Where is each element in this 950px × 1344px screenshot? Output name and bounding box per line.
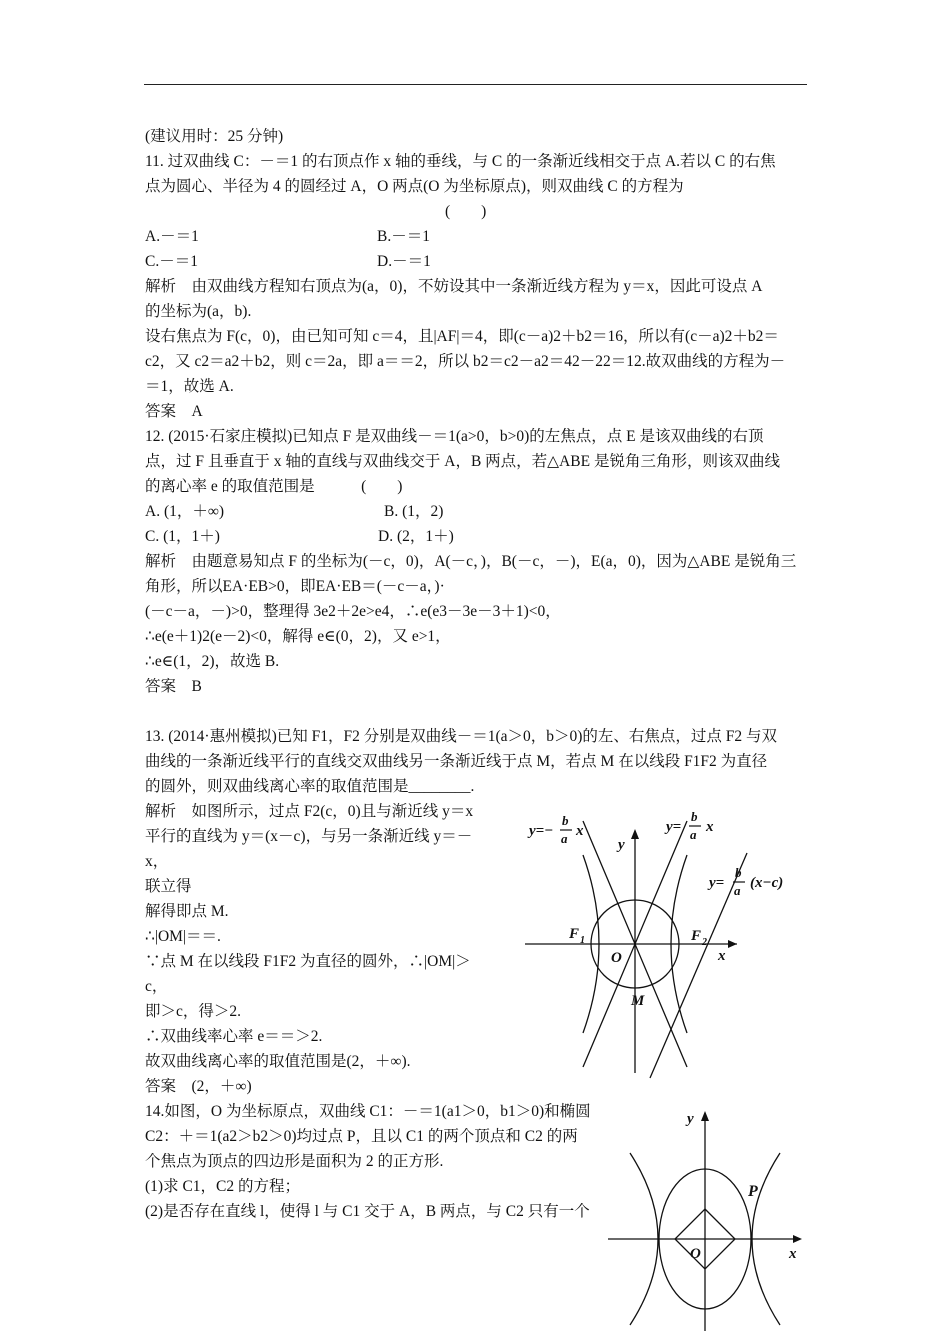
q13-solution-line: 解析 如图所示，过点 F2(c，0)且与渐近线 y＝x xyxy=(145,803,474,820)
q13-stem-line: 的圆外，则双曲线离心率的取值范围是________. xyxy=(145,778,475,795)
y-axis-arrow xyxy=(631,829,639,839)
parallel-line xyxy=(650,853,747,1078)
q11-solution-line: 的坐标为(a，b). xyxy=(145,303,252,320)
q12-solution-line: 解析 由题意易知点 F 的坐标为(－c，0)，A(－c，)，B(－c，－)，E(a，0)，因为△ABE 是锐角三 xyxy=(145,553,797,570)
q13-solution-line: ∵点 M 在以线段 F1F2 为直径的圆外，∴|OM|＞ xyxy=(145,953,471,970)
time-note: (建议用时：25 分钟) xyxy=(145,128,284,145)
q13-stem-line: 13. (2014·惠州模拟)已知 F1，F2 分别是双曲线－＝1(a＞0，b＞0)的左、右焦点，过点 F2 与双 xyxy=(145,728,778,745)
q12-option-a: A. (1，＋∞) xyxy=(145,503,225,520)
label-f2-subscript: 2 xyxy=(702,937,707,948)
q13-solution-line: 联立得 xyxy=(145,878,192,895)
label-origin: O xyxy=(611,950,622,966)
q12-solution-line: 角形，所以EA·EB>0，即EA·EB＝(－c－a，)· xyxy=(145,578,445,595)
q13-solution-line: 故双曲线离心率的取值范围是(2，＋∞). xyxy=(145,1053,411,1070)
q14-ellipse-hyperbola-figure xyxy=(608,1103,813,1333)
q11-solution-line: 设右焦点为 F(c，0)，由已知可知 c＝4，且|AF|＝4，即(c－a)2＋b2＝16，所以有(c－a)2＋b2＝ xyxy=(145,328,779,345)
label-asymptote-negative: y=− xyxy=(529,823,554,839)
q13-stem-line: 曲线的一条渐近线平行的直线交双曲线另一条渐近线于点 M，若点 M 在以线段 F1F2 为直径 xyxy=(145,753,768,770)
label-parallel-line-x: (x−c) xyxy=(750,875,784,891)
q11-stem-line: 11. 过双曲线 C：－＝1 的右顶点作 x 轴的垂线，与 C 的一条渐近线相交于点 A.若以 C 的右焦 xyxy=(145,153,776,170)
q12-solution-line: ∴e(e＋1)2(e－2)<0，解得 e∈(0，2)，又 e>1， xyxy=(145,628,451,645)
label-y-axis: y xyxy=(618,837,625,853)
q11-option-a: A.－＝1 xyxy=(145,228,199,245)
q13-hyperbola-figure xyxy=(525,805,815,1080)
label-frac-a: a xyxy=(734,883,741,898)
q11-stem-line: 点为圆心、半径为 4 的圆经过 A，O 两点(O 为坐标原点)，则双曲线 C 的方程为 xyxy=(145,178,684,195)
q13-solution-line: c， xyxy=(145,978,168,995)
q11-option-c: C.－＝1 xyxy=(145,253,198,270)
q12-stem-line: 的离心率 e 的取值范围是 ( ) xyxy=(145,478,403,495)
q12-solution-line: ∴e∈(1，2)，故选 B. xyxy=(145,653,280,670)
q13-solution-line: ∴|OM|＝＝. xyxy=(145,928,221,945)
label-m: M xyxy=(631,993,645,1009)
q12-stem-line: 12. (2015·石家庄模拟)已知点 F 是双曲线－＝1(a>0，b>0)的左焦点，点 E 是该双曲线的右顶 xyxy=(145,428,764,445)
q12-stem-line: 点，过 F 且垂直于 x 轴的直线与双曲线交于 A，B 两点，若△ABE 是锐角三角形，则该双曲线 xyxy=(145,453,780,470)
q13-solution-line: ∴双曲线率心率 e＝＝＞2. xyxy=(145,1028,323,1045)
label-p: P xyxy=(748,1183,758,1200)
q13-solution-line: 即＞c，得＞2. xyxy=(145,1003,242,1020)
q14-subquestion: (2)是否存在直线 l，使得 l 与 C1 交于 A，B 两点，与 C2 只有一个 xyxy=(145,1203,590,1220)
q11-answer: 答案 A xyxy=(145,403,203,420)
q14-stem-line: 14.如图，O 为坐标原点，双曲线 C1：－＝1(a1＞0，b1＞0)和椭圆 xyxy=(145,1103,591,1120)
q14-subquestion: (1)求 C1，C2 的方程； xyxy=(145,1178,301,1195)
x-axis-arrow xyxy=(728,940,737,948)
q13-solution-line: 解得即点 M. xyxy=(145,903,229,920)
q11-option-b: B.－＝1 xyxy=(377,228,430,245)
q12-option-d: D. (2，1＋) xyxy=(378,528,454,545)
label-frac-a: a xyxy=(561,831,568,846)
q14-stem-line: C2：＋＝1(a2＞b2＞0)均过点 P，且以 C1 的两个顶点和 C2 的两 xyxy=(145,1128,578,1145)
label-asymptote-positive: y= xyxy=(666,819,682,835)
label-asymptote-negative-x: x xyxy=(576,823,584,839)
y-axis-arrow xyxy=(701,1111,709,1121)
q11-solution-line: ＝1，故选 A. xyxy=(145,378,234,395)
q11-solution-line: 解析 由双曲线方程知右顶点为(a，0)，不妨设其中一条渐近线方程为 y＝x，因此可设点 A xyxy=(145,278,763,295)
label-f2: F xyxy=(691,928,702,944)
q11-solution-line: c2，又 c2＝a2＋b2，则 c＝2a，即 a＝＝2，所以 b2＝c2－a2＝42－22＝12.故双曲线的方程为－ xyxy=(145,353,786,370)
label-x-axis: x xyxy=(789,1246,797,1262)
label-frac-b: b xyxy=(562,813,569,828)
q11-option-d: D.－＝1 xyxy=(377,253,431,270)
label-f1: F xyxy=(569,926,580,942)
header-rule xyxy=(144,84,807,85)
label-parallel-line: y= xyxy=(709,875,725,891)
label-y-axis: y xyxy=(687,1111,694,1127)
label-frac-b: b xyxy=(735,865,742,880)
q14-stem-line: 个焦点为顶点的四边形是面积为 2 的正方形. xyxy=(145,1153,444,1170)
q13-answer: 答案 (2，＋∞) xyxy=(145,1078,252,1095)
label-frac-b: b xyxy=(691,809,698,824)
q11-answer-paren: ( ) xyxy=(445,203,487,220)
q12-option-b: B. (1，2) xyxy=(384,503,444,520)
label-asymptote-positive-x: x xyxy=(706,819,714,835)
q12-solution-line: (－c－a，－)>0，整理得 3e2＋2e>e4，∴e(e3－3e－3＋1)<0， xyxy=(145,603,561,620)
q12-answer: 答案 B xyxy=(145,678,202,695)
label-origin: O xyxy=(690,1246,701,1262)
label-frac-a: a xyxy=(690,827,697,842)
label-f1-subscript: 1 xyxy=(580,935,585,946)
q13-solution-line: x， xyxy=(145,853,169,870)
q12-option-c: C. (1，1＋) xyxy=(145,528,220,545)
x-axis-arrow xyxy=(793,1235,802,1243)
label-x-axis: x xyxy=(718,948,726,964)
q13-solution-line: 平行的直线为 y＝(x－c)，与另一条渐近线 y＝－ xyxy=(145,828,473,845)
